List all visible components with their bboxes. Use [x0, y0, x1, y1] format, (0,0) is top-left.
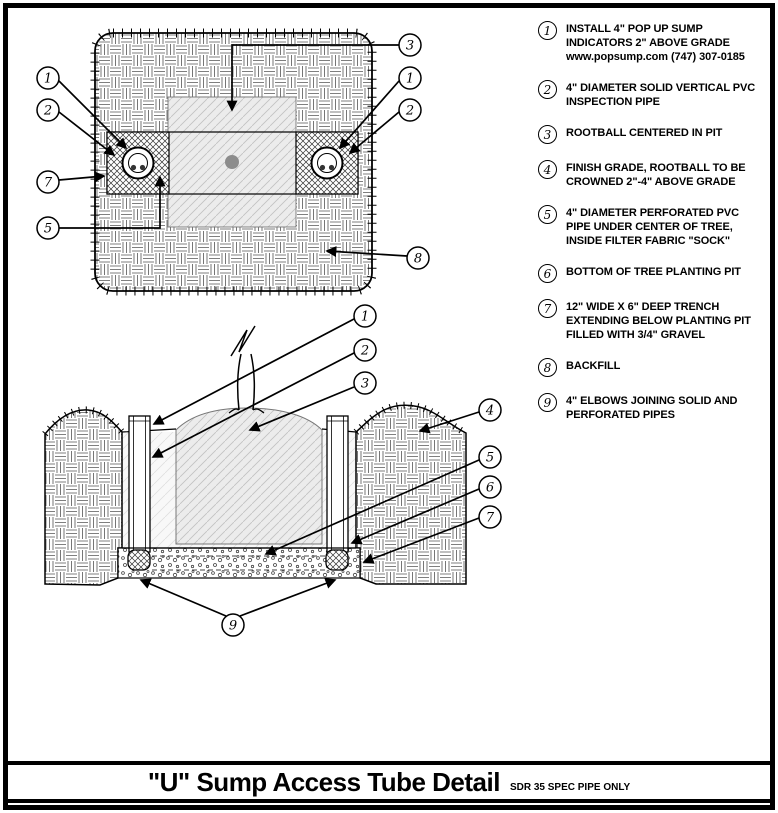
legend-item-1 — [538, 22, 764, 64]
plan-callout-number: 2 — [43, 103, 53, 119]
legend-text-line: INSTALL 4" POP UP SUMP INDICATORS 2" ABOVE GRADE — [566, 23, 730, 49]
legend-balloon: 7 — [538, 299, 557, 318]
page-title: "U" Sump Access Tube Detail — [147, 766, 500, 797]
section-view — [45, 305, 501, 636]
section-left-elbow — [128, 550, 150, 570]
title-note: SDR 35 SPEC PIPE ONLY — [509, 781, 631, 793]
plan-callout-number: 5 — [43, 221, 53, 237]
section-callout-number: 5 — [485, 450, 495, 466]
section-soil-left — [45, 410, 122, 585]
section-rootball — [176, 408, 322, 544]
section-callout-9 — [141, 580, 335, 636]
legend-item-8 — [538, 359, 764, 377]
plan-right-sump-indicator — [312, 148, 343, 179]
legend-balloon: 2 — [538, 80, 557, 99]
legend-balloon: 1 — [538, 21, 557, 40]
plan-callout-number: 1 — [405, 71, 415, 87]
legend-item-text: FINISH GRADE, ROOTBALL TO BE CROWNED 2"-4" ABOVE GRADE — [566, 162, 746, 188]
title-bar — [8, 761, 770, 803]
trunk-break-symbol — [231, 326, 255, 356]
section-callout-1 — [154, 305, 376, 424]
legend-url-line: www.popsump.com (747) 307-0185 — [566, 51, 745, 63]
legend-balloon: 8 — [538, 358, 557, 377]
section-callout-number: 7 — [485, 510, 495, 526]
plan-rootball-center-dot — [225, 155, 239, 169]
plan-callout-number: 8 — [413, 251, 423, 267]
legend-item-text: ROOTBALL CENTERED IN PIT — [566, 127, 723, 139]
plan-view — [37, 33, 429, 291]
section-callout-number: 1 — [360, 309, 370, 325]
legend-balloon: 4 — [538, 160, 557, 179]
section-right-elbow — [326, 550, 348, 570]
legend-item-9 — [538, 394, 764, 422]
legend-item-text: BOTTOM OF TREE PLANTING PIT — [566, 266, 741, 278]
legend-item-text: 4" ELBOWS JOINING SOLID AND PERFORATED PIPES — [566, 395, 738, 421]
section-callout-3 — [250, 372, 376, 430]
section-callout-number: 6 — [485, 480, 495, 496]
plan-left-sump-indicator — [123, 148, 154, 179]
legend-balloon: 6 — [538, 264, 557, 283]
plan-callout-number: 3 — [405, 38, 415, 54]
section-left-pipe — [129, 416, 150, 552]
legend-balloon: 5 — [538, 205, 557, 224]
plan-callout-number: 1 — [43, 71, 53, 87]
legend-item-text — [566, 22, 758, 64]
section-callout-number: 2 — [360, 343, 370, 359]
section-callout-number: 3 — [360, 376, 370, 392]
section-callout-number: 9 — [228, 618, 238, 634]
section-right-pipe — [327, 416, 348, 552]
legend-item-6 — [538, 265, 764, 283]
legend-item-text: BACKFILL — [566, 360, 621, 372]
legend-item-text: 4" DIAMETER SOLID VERTICAL PVC INSPECTION PIPE — [566, 82, 756, 108]
legend-balloon: 9 — [538, 393, 557, 412]
section-callout-number: 4 — [485, 403, 495, 419]
legend-item-4 — [538, 161, 764, 189]
plan-callout-number: 2 — [405, 103, 415, 119]
legend-item-3 — [538, 126, 764, 144]
legend-item-text: 12" WIDE X 6" DEEP TRENCH EXTENDING BELOW PLANTING PIT FILLED WITH 3/4" GRAVEL — [566, 301, 751, 341]
legend-item-2 — [538, 81, 764, 109]
plan-callout-number: 7 — [43, 175, 53, 191]
legend-item-text: 4" DIAMETER PERFORATED PVC PIPE UNDER CENTER OF TREE, INSIDE FILTER FABRIC "SOCK" — [566, 207, 739, 247]
section-gravel-trench — [118, 548, 360, 578]
legend-item-7 — [538, 300, 764, 342]
plan-callout-7 — [37, 171, 104, 193]
legend-balloon: 3 — [538, 125, 557, 144]
legend — [538, 22, 764, 439]
section-soil-right — [356, 405, 466, 584]
legend-item-5 — [538, 206, 764, 248]
